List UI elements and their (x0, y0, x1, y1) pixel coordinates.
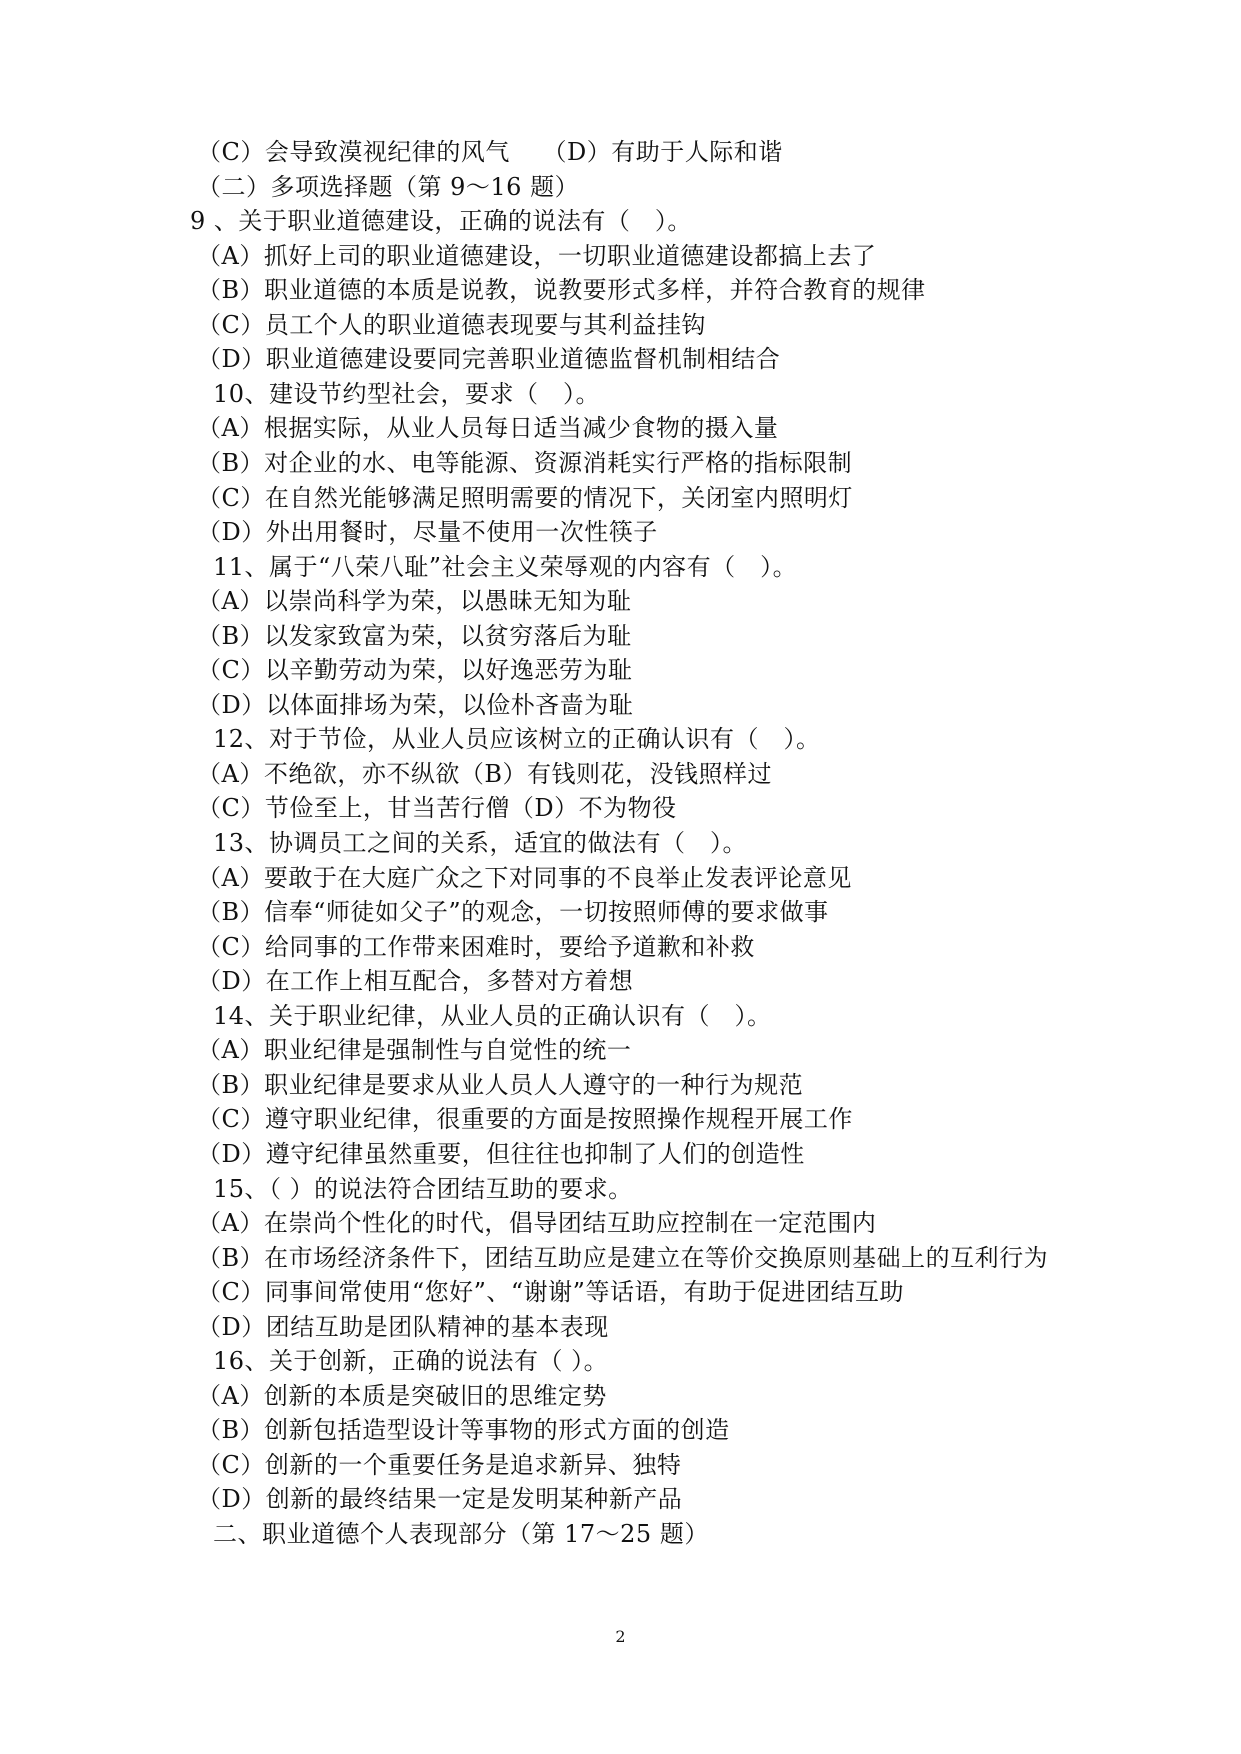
text-line: （C）以辛勤劳动为荣，以好逸恶劳为耻 (197, 656, 633, 685)
text-line: 13、协调员工之间的关系，适宜的做法有（ ）。 (213, 829, 748, 857)
text-line: （D）以体面排场为荣，以俭朴吝啬为耻 (197, 690, 634, 719)
text-line: 10、建设节约型社会，要求（ ）。 (213, 379, 601, 408)
text-line: （B）职业纪律是要求从业人员人人遵守的一种行为规范 (197, 1070, 804, 1099)
text-line: （C）遵守职业纪律，很重要的方面是按照操作规程开展工作 (197, 1105, 853, 1134)
text-line: 9 、关于职业道德建设，正确的说法有（ ）。 (190, 207, 692, 236)
text-line: （A）职业纪律是强制性与自觉性的统一 (197, 1036, 632, 1065)
text-line: （A）在崇尚个性化的时代，倡导团结互助应控制在一定范围内 (197, 1209, 877, 1238)
text-line: （D）创新的最终结果一定是发明某种新产品 (197, 1485, 683, 1514)
text-line: （B）创新包括造型设计等事物的形式方面的创造 (197, 1416, 730, 1445)
text-line: （C）创新的一个重要任务是追求新异、独特 (197, 1450, 682, 1479)
text-line: （A）根据实际，从业人员每日适当减少食物的摄入量 (197, 414, 779, 443)
text-line: （C）在自然光能够满足照明需要的情况下，关闭室内照明灯 (197, 483, 853, 512)
page-number: 2 (615, 1627, 626, 1646)
text-line: 14、关于职业纪律，从业人员的正确认识有（ ）。 (213, 1001, 772, 1030)
text-line: （D）团结互助是团队精神的基本表现 (197, 1312, 609, 1341)
text-line: （二）多项选择题（第 9～16 题） (197, 172, 580, 201)
text-line: （A）要敢于在大庭广众之下对同事的不良举止发表评论意见 (197, 863, 852, 892)
text-line: （B）以发家致富为荣，以贫穷落后为耻 (197, 621, 632, 650)
text-line: （B）职业道德的本质是说教，说教要形式多样，并符合教育的规律 (197, 276, 926, 305)
text-line: （B）在市场经济条件下，团结互助应是建立在等价交换原则基础上的互利行为 (197, 1243, 1049, 1272)
text-line: （D）遵守纪律虽然重要，但往往也抑制了人们的创造性 (197, 1139, 805, 1168)
text-line: （A）以崇尚科学为荣，以愚昧无知为耻 (197, 587, 632, 616)
text-line: （D）在工作上相互配合，多替对方着想 (197, 967, 634, 996)
text-line: （C）同事间常使用“您好”、“谢谢”等话语，有助于促进团结互助 (197, 1278, 904, 1307)
text-line: （A）不绝欲，亦不纵欲（B）有钱则花，没钱照样过 (197, 759, 772, 788)
text-line: （B）信奉“师徒如父子”的观念，一切按照师傅的要求做事 (197, 898, 829, 927)
text-line: （C）给同事的工作带来困难时，要给予道歉和补救 (197, 932, 755, 961)
text-line: （C）会导致漠视纪律的风气 （D）有助于人际和谐 (197, 138, 783, 166)
text-line: 16、关于创新，正确的说法有（ ）。 (213, 1347, 609, 1376)
text-line: （A）抓好上司的职业道德建设，一切职业道德建设都搞上去了 (197, 241, 877, 270)
text-line: 12、对于节俭，从业人员应该树立的正确认识有（ ）。 (213, 725, 821, 754)
text-line: 11、属于“八荣八耻”社会主义荣辱观的内容有（ ）。 (213, 552, 798, 581)
text-line: （B）对企业的水、电等能源、资源消耗实行严格的指标限制 (197, 448, 853, 477)
text-line: （C）节俭至上，甘当苦行僧（D）不为物役 (197, 794, 677, 823)
text-line: 二、职业道德个人表现部分（第 17～25 题） (213, 1520, 709, 1548)
text-line: （A）创新的本质是突破旧的思维定势 (197, 1381, 607, 1410)
text-line: 15、（ ）的说法符合团结互助的要求。 (213, 1174, 633, 1203)
text-line: （D）外出用餐时，尽量不使用一次性筷子 (197, 518, 658, 547)
text-line: （D）职业道德建设要同完善职业道德监督机制相结合 (197, 345, 781, 374)
text-line: （C）员工个人的职业道德表现要与其利益挂钩 (197, 310, 706, 339)
